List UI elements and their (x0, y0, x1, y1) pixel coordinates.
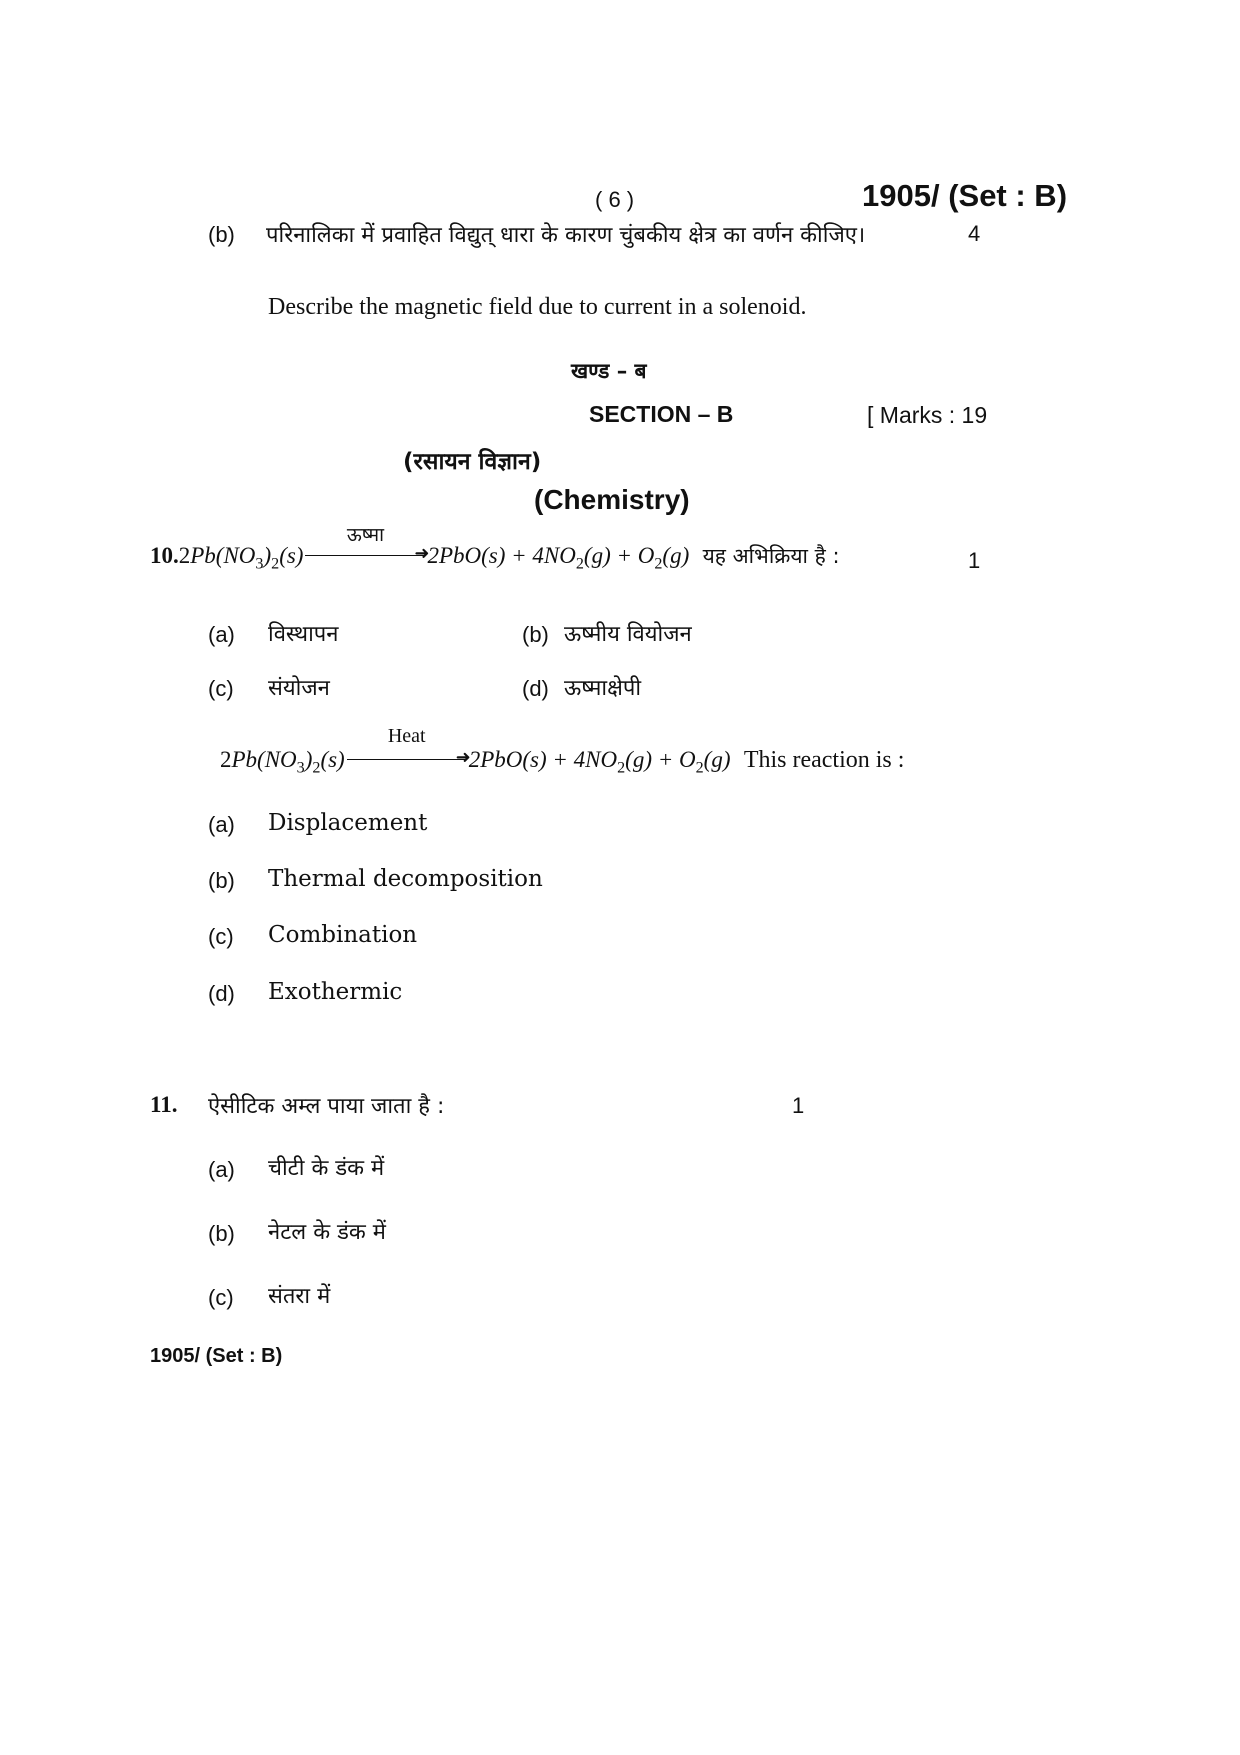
q10-hi-option-c-text: संयोजन (268, 676, 330, 701)
reaction-arrow-english: Heat ➜ (347, 747, 467, 773)
q10-en-option-c-text: Combination (268, 922, 418, 948)
q11-option-c-text: संतरा में (268, 1284, 331, 1309)
q11-number: 11. (150, 1092, 178, 1117)
q10-hi-option-a-text: विस्थापन (268, 622, 339, 647)
q9b-hindi-text: परिनालिका में प्रवाहित विद्युत् धारा के कारण चुंबकीय क्षेत्र का वर्णन कीजिए। (266, 223, 866, 248)
subject-english: (Chemistry) (534, 484, 690, 515)
q9b-label: (b) (208, 222, 235, 247)
q10-hi-option-d-label: (d) (522, 676, 549, 701)
q10-en-option-b-label: (b) (208, 868, 235, 893)
page-number: ( 6 ) (595, 187, 635, 212)
q11-option-a-label: (a) (208, 1157, 235, 1182)
q10-en-option-a-label: (a) (208, 812, 235, 837)
q10-hi-option-b-label: (b) (522, 622, 549, 647)
q10-equation-hindi: $2Pb(NO_3)_2(s)$ ऊष्मा ➜ $2PbO(s) + 4NO_2(g) + O_2(g)$ (178, 524, 690, 573)
q10-hi-option-b-text: ऊष्मीय वियोजन (564, 622, 692, 647)
section-english-title: SECTION – B (589, 401, 734, 427)
q10-equation-english: $2Pb(NO_3)_2(s)$ Heat ➜ $2PbO(s) + 4NO_2(g) + O_2(g)$ (220, 725, 731, 777)
q10-hindi-prompt: यह अभिक्रिया है : (702, 544, 840, 568)
q10-hi-option-a-label: (a) (208, 622, 235, 647)
q11-option-b-label: (b) (208, 1221, 235, 1246)
section-hindi-title: खण्ड – ब (571, 359, 647, 383)
q10-marks: 1 (968, 548, 981, 573)
q9b-marks: 4 (968, 221, 981, 246)
q10-en-option-b-text: Thermal decomposition (268, 866, 543, 892)
q10-en-option-d-label: (d) (208, 981, 235, 1006)
q10-hi-option-c-label: (c) (208, 676, 234, 701)
q10-en-option-c-label: (c) (208, 924, 234, 949)
q10-number: 10. (150, 543, 179, 568)
paper-code-header: 1905/ (Set : B) (862, 178, 1068, 213)
q10-en-option-d-text: Exothermic (268, 979, 403, 1005)
reaction-arrow-hindi: ऊष्मा ➜ (305, 543, 425, 569)
q10-hindi-line (150, 524, 840, 574)
paper-code-footer: 1905/ (Set : B) (150, 1345, 283, 1367)
q11-option-a-text: चीटी के डंक में (268, 1156, 385, 1181)
q11-hindi-prompt: ऐसीटिक अम्ल पाया जाता है : (208, 1094, 445, 1119)
subject-hindi: (रसायन विज्ञान) (403, 449, 542, 475)
q11-marks: 1 (792, 1093, 805, 1118)
q10-english-line (220, 725, 905, 778)
section-marks: [ Marks : 19 (867, 402, 988, 428)
q10-english-prompt: This reaction is : (743, 747, 905, 773)
q11-option-c-label: (c) (208, 1285, 234, 1310)
q10-en-option-a-text: Displacement (268, 810, 428, 836)
q11-option-b-text: नेटल के डंक में (268, 1220, 386, 1245)
q9b-english-text: Describe the magnetic field due to current in a solenoid. (268, 294, 807, 320)
q10-hi-option-d-text: ऊष्माक्षेपी (564, 676, 642, 701)
